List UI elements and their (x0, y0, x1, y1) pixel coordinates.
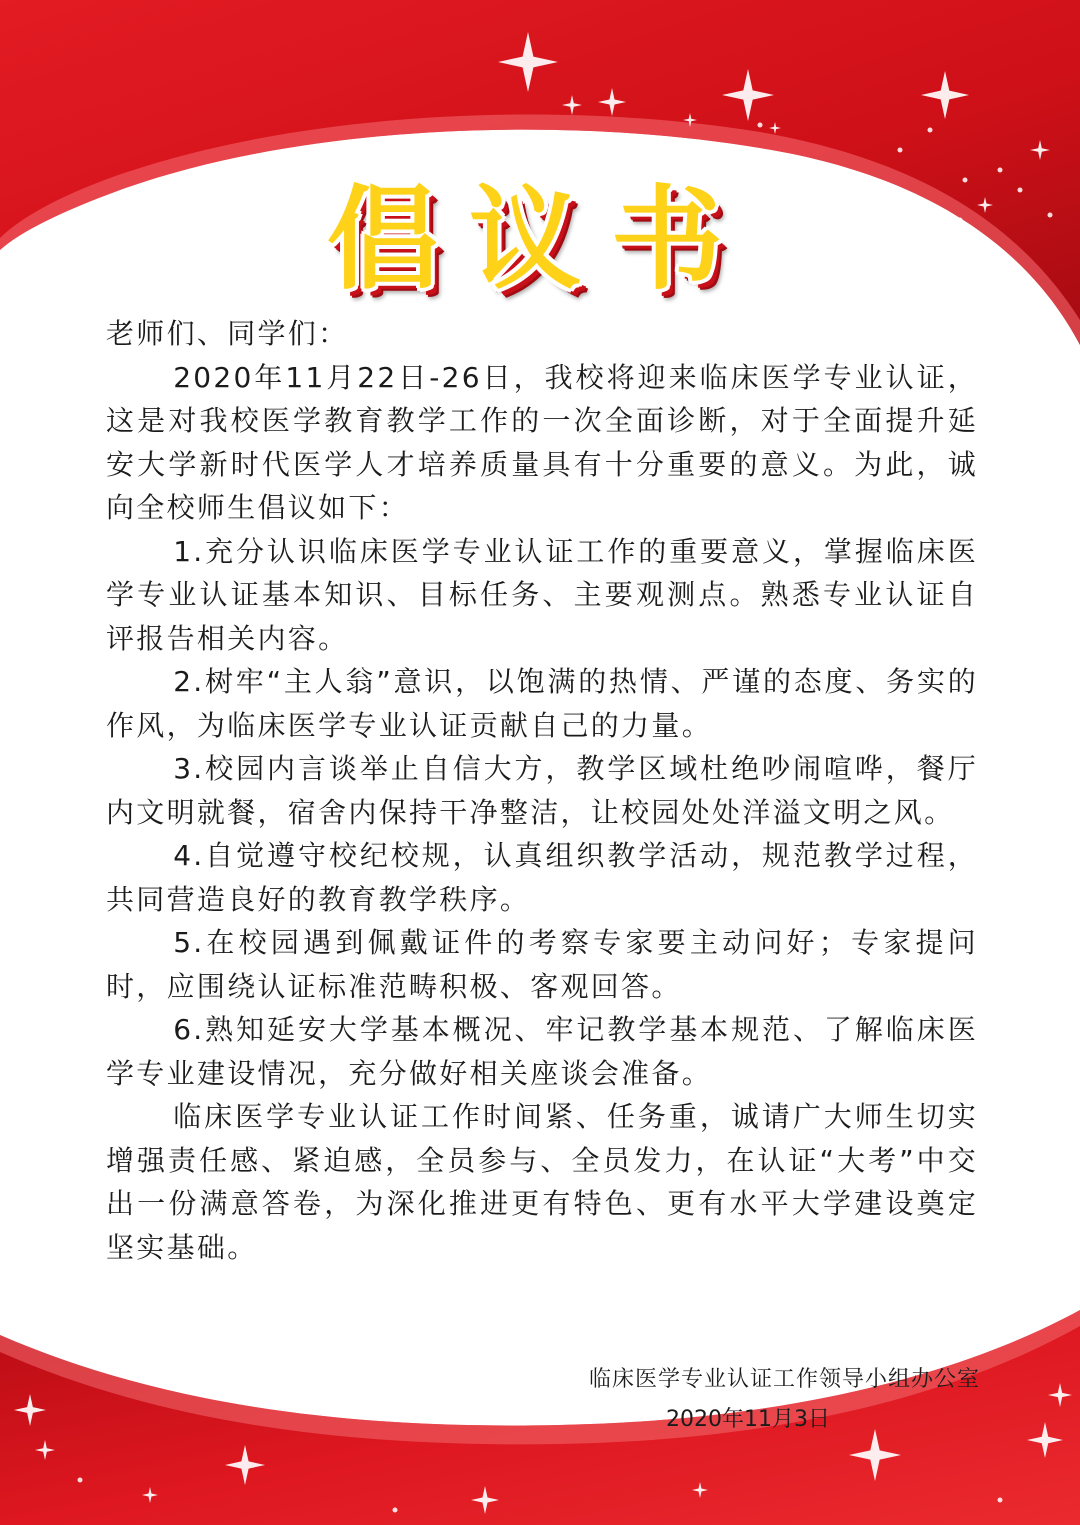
sparkle-dot (928, 128, 933, 133)
paragraph-item-5: 5.在校园遇到佩戴证件的考察专家要主动问好；专家提问时，应围绕认证标准范畴积极、客观回答。 (106, 926, 978, 1003)
paragraph-item-6: 6.熟知延安大学基本概况、牢记教学基本规范、了解临床医学专业建设情况，充分做好相关座谈会准备。 (106, 1013, 978, 1090)
sparkle-dot (78, 1478, 83, 1483)
signature-organization: 临床医学专业认证工作领导小组办公室 (588, 1367, 980, 1392)
salutation: 老师们、同学们： (106, 317, 349, 350)
paragraph-item-1: 1.充分认识临床医学专业认证工作的重要意义，掌握临床医学专业认证基本知识、目标任务、主要观测点。熟悉专业认证自评报告相关内容。 (106, 534, 978, 655)
paragraph-item-3: 3.校园内言谈举止自信大方，教学区域杜绝吵闹喧哗，餐厅内文明就餐，宿舍内保持干净整洁，让校园处处洋溢文明之风。 (106, 752, 978, 829)
paragraph-item-4: 4.自觉遵守校纪校规，认真组织教学活动，规范教学过程，共同营造良好的教育教学秩序。 (106, 839, 978, 916)
sparkle-dot (758, 123, 763, 128)
poster-title: 倡议书 (327, 175, 753, 305)
paragraph-item-2: 2.树牢“主人翁”意识，以饱满的热情、严谨的态度、务实的作风，为临床医学专业认证贡献自己的力量。 (106, 665, 978, 742)
proposal-body (106, 312, 978, 1269)
signature-date: 2020年11月3日 (666, 1407, 830, 1432)
paragraph-closing: 临床医学专业认证工作时间紧、任务重，诚请广大师生切实增强责任感、紧迫感，全员参与、全员发力，在认证“大考”中交出一份满意答卷，为深化推进更有特色、更有水平大学建设奠定坚实基础。 (106, 1100, 978, 1264)
paragraph-intro: 2020年11月22日-26日，我校将迎来临床医学专业认证，这是对我校医学教育教学工作的一次全面诊断，对于全面提升延安大学新时代医学人才培养质量具有十分重要的意义。为此，诚向全校师生倡议如下： (106, 360, 978, 524)
sparkle-dot (393, 1508, 398, 1513)
sparkle-dot (998, 1498, 1003, 1503)
